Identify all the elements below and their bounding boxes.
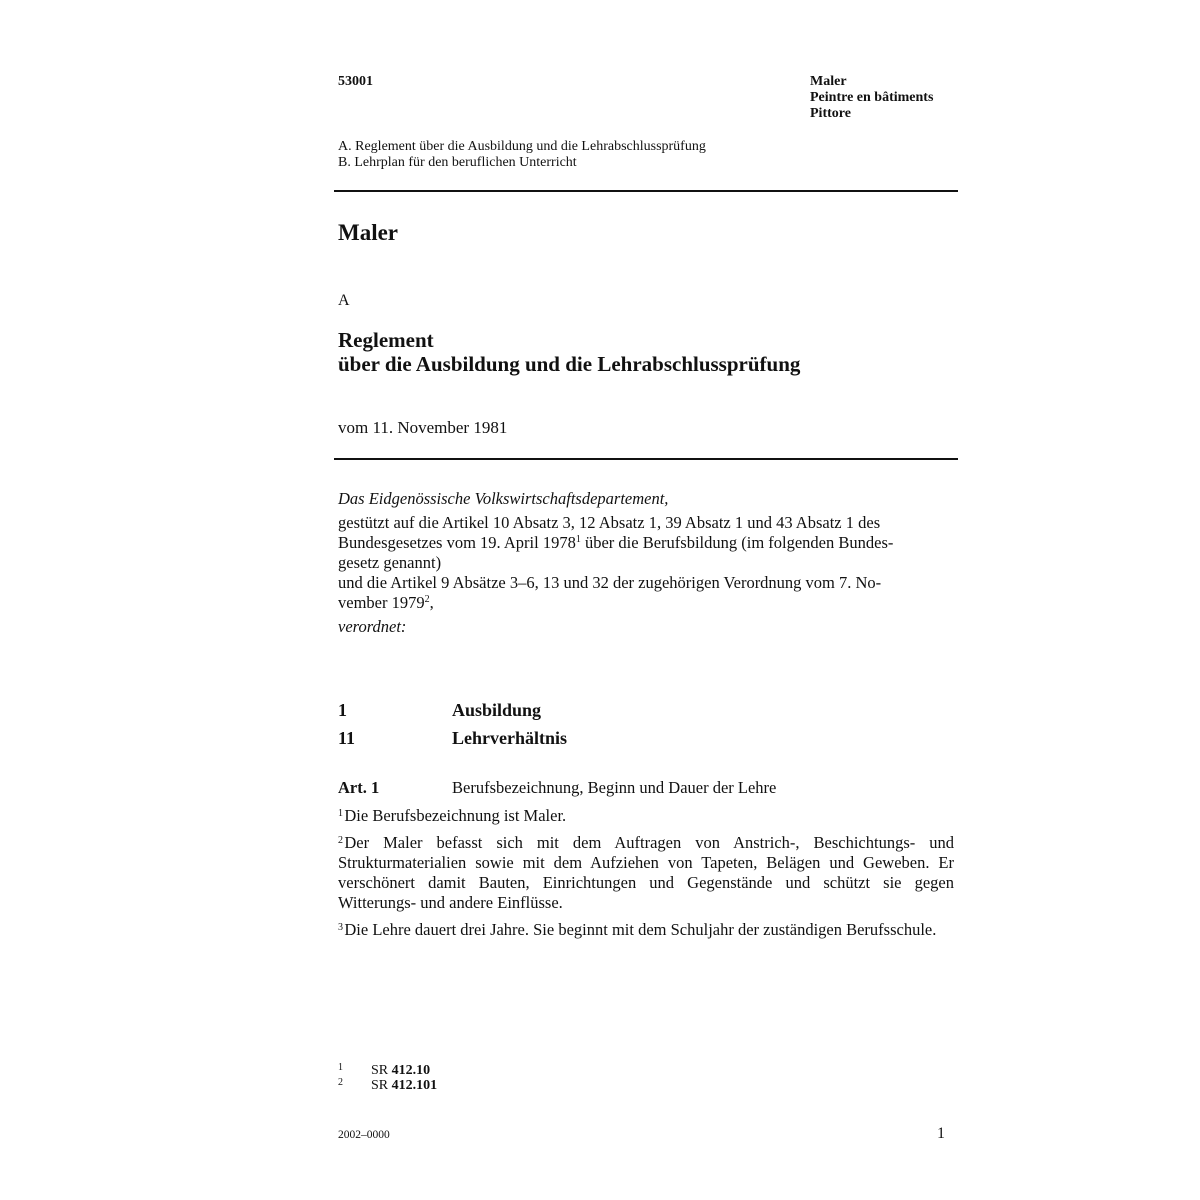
page-number: 1 [937, 1125, 945, 1142]
toc-text: Reglement über die Ausbildung und die Lehrabschlussprüfung [355, 139, 706, 154]
decree-verb: verordnet: [338, 617, 407, 636]
paragraph-number: 2 [338, 835, 343, 846]
title-french: Peintre en bâtiments [810, 90, 934, 105]
article-paragraph: $^2$ Der Maler befasst sich mit dem Auftragen von Anstrich-, Beschichtungs- und Strukturmaterialien sowie mit dem Aufziehen von Tapeten, Belägen und Geweben. Er verschönert damit Bauten, Einrichtungen und Gegenstände und schützt sie gegen Witterungs- und andere Einflüsse. [338, 833, 954, 912]
article-paragraph: $^3$ Die Lehre dauert drei Jahre. Sie beginnt mit dem Schuljahr der zuständigen Berufsschule. [338, 920, 937, 939]
footnote-ref-number: 412.10 [391, 1063, 431, 1078]
footnote-ref-number: 412.101 [391, 1078, 438, 1093]
toc-letter: A. [338, 139, 352, 154]
footnote-ref: 1 [575, 534, 581, 545]
paragraph-number: 1 [338, 808, 343, 819]
article-paragraph: $^1$ Die Berufsbezeichnung ist Maler. [338, 806, 567, 825]
regulation-title [338, 328, 800, 376]
page-title: Maler [338, 220, 399, 245]
regulation-title-line1: Reglement [338, 328, 434, 352]
issuing-authority: Das Eidgenössische Volkswirtschaftsdepartement, [338, 489, 669, 508]
toc-item [338, 139, 706, 155]
toc-letter: B. [338, 155, 351, 170]
legal-basis-1: gestützt auf die Artikel 10 Absatz 3, 12 Absatz 1, 39 Absatz 1 und 43 Absatz 1 des Bundesgesetzes vom 19. April 1978$^1$ über die Berufsbildung (im folgenden Bundes- gesetz genannt) [338, 513, 894, 572]
document-code: 2002–0000 [338, 1129, 390, 1141]
preamble [338, 489, 954, 637]
title-german: Maler [810, 74, 847, 89]
language-titles [810, 74, 933, 122]
subsection-title: Lehrverhältnis [452, 728, 567, 748]
legal-basis-2: und die Artikel 9 Absätze 3–6, 13 und 32 der zugehörigen Verordnung vom 7. No- vember 1979$^2$, [338, 573, 882, 612]
footnote-number: 1 [338, 1062, 343, 1073]
toc-item [338, 155, 706, 171]
regulation-title-line2: über die Ausbildung und die Lehrabschlussprüfung [338, 352, 801, 376]
title-italian: Pittore [810, 106, 851, 121]
section-title: Ausbildung [452, 700, 542, 720]
footnote-ref: 2 [424, 594, 430, 605]
article-paragraphs [338, 806, 954, 947]
subsection-number: 11 [338, 728, 356, 748]
section-number: 1 [338, 700, 347, 720]
table-of-contents [338, 139, 706, 171]
document-number: 53001 [338, 74, 373, 89]
article-title: Berufsbezeichnung, Beginn und Dauer der Lehre [452, 778, 777, 797]
divider-rule [334, 190, 958, 192]
footnote-number: 2 [338, 1077, 343, 1088]
part-letter: A [338, 292, 350, 309]
regulation-date: vom 11. November 1981 [338, 418, 508, 437]
toc-text: Lehrplan für den beruflichen Unterricht [354, 155, 577, 170]
divider-rule [334, 458, 958, 460]
paragraph-number: 3 [338, 922, 343, 933]
article-label: Art. 1 [338, 778, 380, 797]
